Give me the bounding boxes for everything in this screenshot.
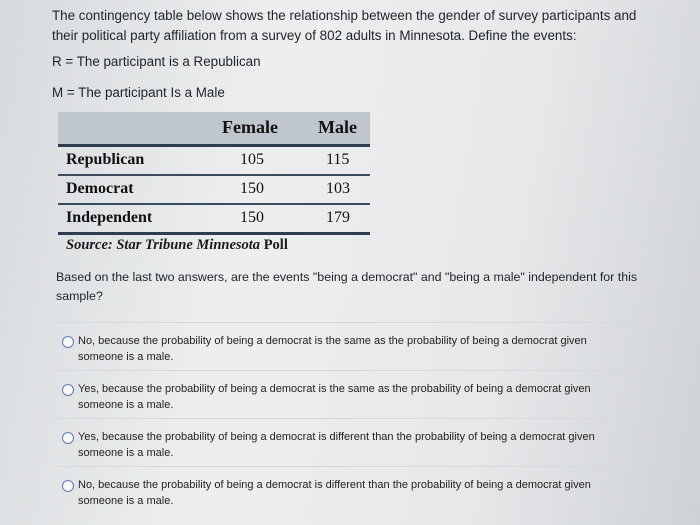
- table-row: [58, 176, 370, 205]
- radio-button[interactable]: [62, 432, 74, 444]
- source-suffix: Poll: [263, 237, 288, 253]
- intro-text: The contingency table below shows the relationship between the gender of survey participants and their political party affiliation from a survey of 802 adults in Minnesota. Define the events:: [52, 8, 637, 43]
- header-male: Male: [318, 117, 357, 137]
- option-text: No, because the probability of being a democrat is the same as the probability of being a democrat given someone is a male.: [78, 335, 587, 363]
- definition-m: M = The participant Is a Male: [52, 85, 225, 100]
- cell-male: 115: [326, 151, 350, 168]
- contingency-table: [58, 112, 370, 235]
- table-row: [58, 147, 370, 176]
- table-row: [58, 205, 370, 235]
- option-text: No, because the probability of being a democrat is different than the probability of being a democrat given someone is a male.: [78, 479, 591, 507]
- cell-male: 103: [326, 180, 350, 197]
- definition-r: R = The participant is a Republican: [52, 54, 261, 69]
- answer-option[interactable]: [56, 370, 626, 419]
- option-text: Yes, because the probability of being a democrat is the same as the probability of being a democrat given someone is a male.: [78, 383, 591, 411]
- source-name: Star Tribune Minnesota: [116, 237, 261, 253]
- header-female: Female: [222, 117, 278, 137]
- radio-button[interactable]: [62, 384, 74, 396]
- cell-male: 179: [326, 209, 350, 226]
- radio-button[interactable]: [62, 336, 74, 348]
- answer-option[interactable]: [56, 466, 626, 515]
- answer-option[interactable]: [56, 418, 626, 467]
- answer-option[interactable]: [56, 322, 626, 371]
- cell-female: 105: [240, 151, 264, 168]
- table-source: [66, 237, 288, 254]
- option-text: Yes, because the probability of being a democrat is different than the probability of being a democrat given someone is a male.: [78, 431, 595, 459]
- cell-female: 150: [240, 180, 264, 197]
- row-label: Independent: [66, 209, 153, 226]
- source-label: Source:: [66, 237, 113, 253]
- cell-female: 150: [240, 209, 264, 226]
- table-header-row: [58, 112, 370, 147]
- radio-button[interactable]: [62, 480, 74, 492]
- row-label: Republican: [66, 151, 145, 168]
- question-text: Based on the last two answers, are the events "being a democrat" and "being a male" independent for this sample?: [56, 270, 638, 303]
- row-label: Democrat: [66, 180, 134, 197]
